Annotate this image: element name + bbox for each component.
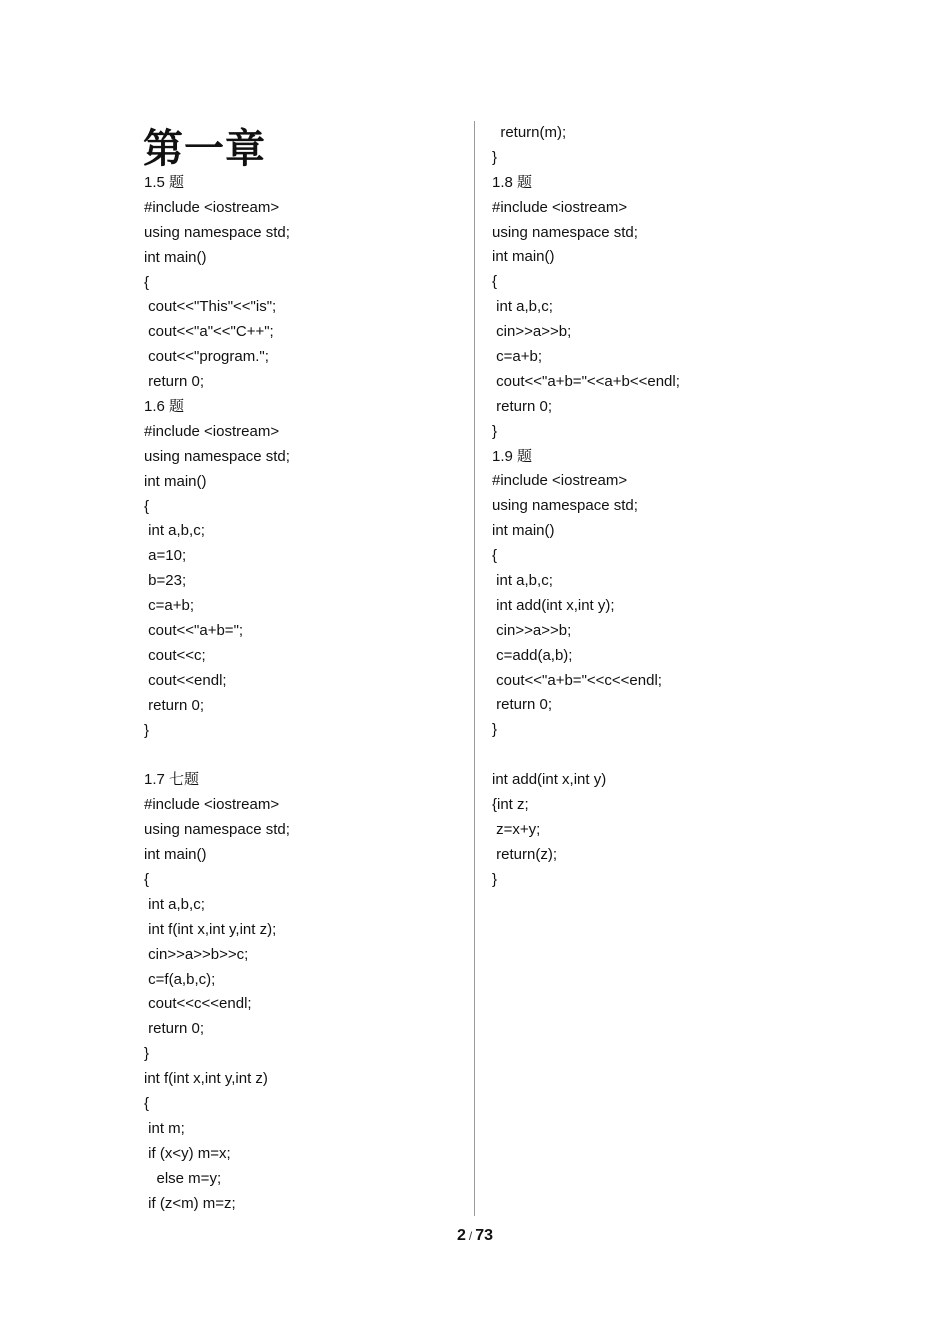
code-line: int main() <box>492 522 555 540</box>
code-line: cout<<"This"<<"is"; <box>144 298 277 316</box>
code-line: if (x<y) m=x; <box>144 1144 231 1162</box>
code-line: cout<<"a+b="; <box>144 622 244 640</box>
code-line <box>144 743 290 768</box>
code-line: { <box>144 273 150 291</box>
code-line: int main() <box>144 846 207 864</box>
code-line: int f(int x,int y,int z) <box>144 1070 268 1088</box>
code-line: 1.9 题 <box>492 447 533 465</box>
code-line: { <box>144 497 150 515</box>
code-line: 1.6 题 <box>144 398 185 416</box>
code-line: } <box>492 422 498 440</box>
page-number <box>0 1225 950 1247</box>
code-line: cout<<"a+b="<<a+b<<endl; <box>492 372 680 390</box>
code-line: return 0; <box>144 1020 205 1038</box>
code-line: c=add(a,b); <box>492 646 573 664</box>
code-line: cout<<c<<endl; <box>144 995 252 1013</box>
right-code-column <box>492 121 680 893</box>
code-line: return 0; <box>492 696 553 714</box>
left-code-column <box>144 171 290 1216</box>
code-line <box>492 743 680 768</box>
code-line: cin>>a>>b>>c; <box>144 945 249 963</box>
current-page: 2 <box>456 1227 466 1244</box>
code-line: #include <iostream> <box>492 472 628 490</box>
code-line: using namespace std; <box>144 447 290 465</box>
code-line: #include <iostream> <box>144 796 280 814</box>
code-line: return 0; <box>144 373 205 391</box>
code-line: cout<<endl; <box>144 671 227 689</box>
code-line: cout<<"a+b="<<c<<endl; <box>492 671 662 689</box>
code-line: { <box>492 547 498 565</box>
code-line: int a,b,c; <box>492 298 553 316</box>
code-line: b=23; <box>144 572 187 590</box>
code-line: using namespace std; <box>492 223 638 241</box>
code-line: int m; <box>144 1119 185 1137</box>
code-line: 1.7 七题 <box>144 771 200 789</box>
code-line: } <box>492 721 498 739</box>
code-line: else m=y; <box>144 1169 222 1187</box>
code-line: {int z; <box>492 796 529 814</box>
total-pages: 73 <box>475 1227 494 1244</box>
code-line: c=f(a,b,c); <box>144 970 216 988</box>
code-line: return 0; <box>492 397 553 415</box>
code-line: int a,b,c; <box>144 522 205 540</box>
code-line: int main() <box>492 248 555 266</box>
code-line: #include <iostream> <box>492 198 628 216</box>
code-line: cout<<"a"<<"C++"; <box>144 323 274 341</box>
code-line: cin>>a>>b; <box>492 323 572 341</box>
code-line: int f(int x,int y,int z); <box>144 920 277 938</box>
code-line: { <box>144 870 150 888</box>
code-line: int main() <box>144 248 207 266</box>
code-line: int a,b,c; <box>492 572 553 590</box>
code-line: #include <iostream> <box>144 198 280 216</box>
code-line: using namespace std; <box>144 821 290 839</box>
code-line: z=x+y; <box>492 820 541 838</box>
code-line: int add(int x,int y); <box>492 596 615 614</box>
code-line: } <box>144 1045 150 1063</box>
code-line: { <box>144 1094 150 1112</box>
code-line: int a,b,c; <box>144 895 205 913</box>
code-line: a=10; <box>144 547 187 565</box>
code-line: cin>>a>>b; <box>492 621 572 639</box>
code-line: cout<<"program."; <box>144 348 269 366</box>
code-line: using namespace std; <box>144 223 290 241</box>
column-divider <box>474 121 475 1216</box>
code-line: if (z<m) m=z; <box>144 1194 236 1212</box>
code-line: } <box>492 148 498 166</box>
code-line: return 0; <box>144 696 205 714</box>
code-line: { <box>492 273 498 291</box>
code-line: c=a+b; <box>144 597 195 615</box>
code-line: } <box>144 721 150 739</box>
code-line: return(z); <box>492 845 558 863</box>
code-line: 1.8 题 <box>492 173 533 191</box>
page-separator: / <box>468 1229 473 1243</box>
code-line: int add(int x,int y) <box>492 771 607 789</box>
code-line: #include <iostream> <box>144 422 280 440</box>
code-line: } <box>492 870 498 888</box>
code-line: c=a+b; <box>492 348 543 366</box>
chapter-title: 第一章 <box>143 125 266 172</box>
code-line: using namespace std; <box>492 497 638 515</box>
code-line: cout<<c; <box>144 646 206 664</box>
code-line: return(m); <box>492 124 567 141</box>
code-line: 1.5 题 <box>144 174 185 191</box>
code-line: int main() <box>144 472 207 490</box>
